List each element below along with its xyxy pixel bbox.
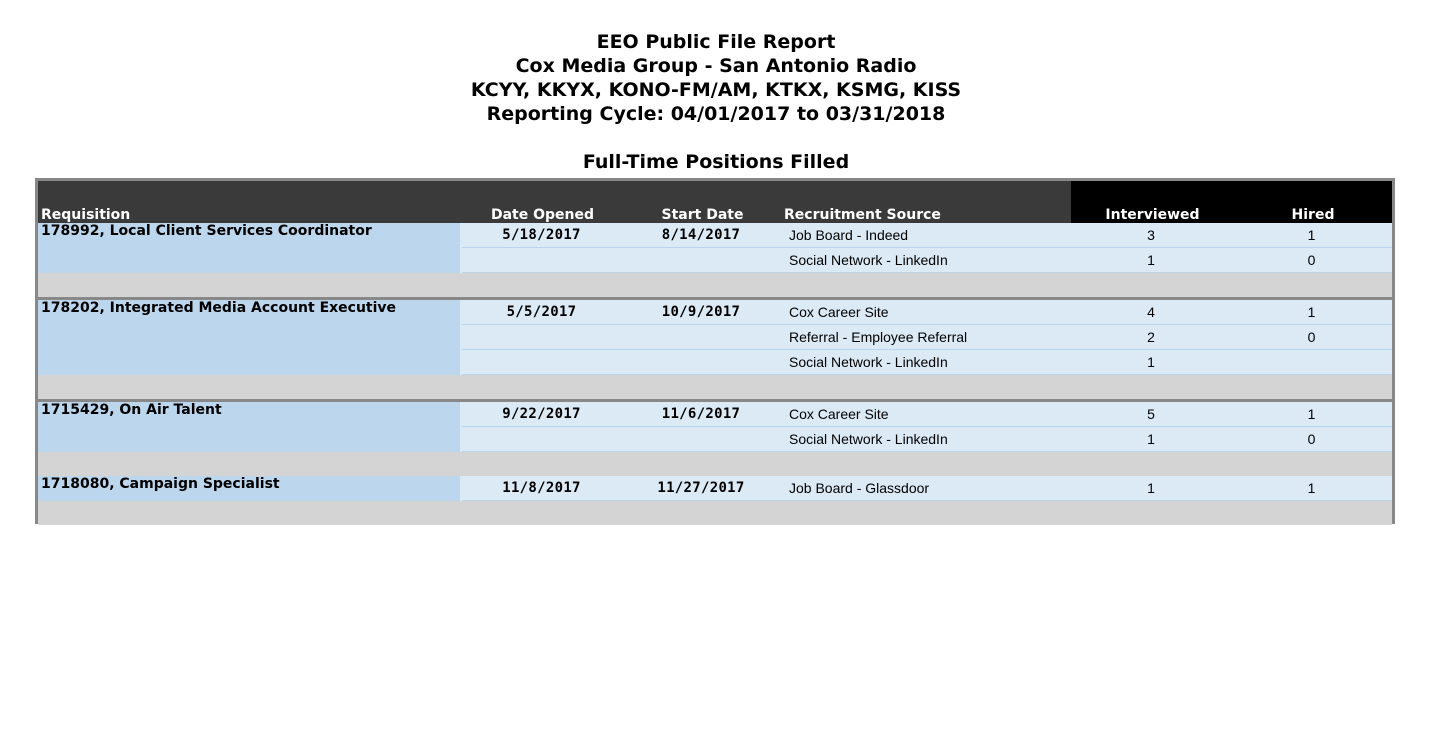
column-header-start-date: Start Date (621, 181, 781, 223)
interviewed-cell: 1 (1071, 350, 1231, 375)
interviewed-cell: 2 (1071, 325, 1231, 350)
requisition-cell: 1715429, On Air Talent (38, 401, 461, 452)
requisition-cell: 1718080, Campaign Specialist (38, 476, 461, 501)
requisition-cell: 178992, Local Client Services Coordinator (38, 223, 461, 273)
start-date-cell: 8/14/2017 (621, 223, 781, 248)
interviewed-cell: 1 (1071, 248, 1231, 273)
hired-cell: 1 (1231, 223, 1392, 248)
date-opened-cell: 5/5/2017 (461, 299, 621, 325)
recruitment-source-cell: Job Board - Indeed (781, 223, 1071, 248)
recruitment-source-cell: Referral - Employee Referral (781, 325, 1071, 350)
interviewed-cell: 1 (1071, 476, 1231, 501)
table-row (38, 223, 1392, 248)
date-opened-cell (461, 427, 621, 452)
requisition-cell: 178202, Integrated Media Account Executive (38, 299, 461, 375)
column-header-interviewed: Interviewed (1071, 181, 1231, 223)
column-header-requisition: Requisition (38, 181, 461, 223)
recruitment-source-cell: Social Network - LinkedIn (781, 350, 1071, 375)
reporting-cycle: Reporting Cycle: 04/01/2017 to 03/31/2018 (486, 103, 946, 125)
hired-cell: 1 (1231, 299, 1392, 325)
column-header-hired: Hired (1231, 181, 1392, 223)
hired-cell: 0 (1231, 325, 1392, 350)
table-row (38, 299, 1392, 325)
start-date-cell: 11/6/2017 (621, 401, 781, 427)
hired-cell: 1 (1231, 476, 1392, 501)
hired-cell: 1 (1231, 401, 1392, 427)
start-date-cell: 10/9/2017 (621, 299, 781, 325)
date-opened-cell (461, 325, 621, 350)
hired-cell (1231, 350, 1392, 375)
recruitment-source-cell: Job Board - Glassdoor (781, 476, 1071, 501)
interviewed-cell: 1 (1071, 427, 1231, 452)
station-list: KCYY, KKYX, KONO-FM/AM, KTKX, KSMG, KISS (470, 79, 962, 101)
start-date-cell (621, 248, 781, 273)
column-header-recruitment-source: Recruitment Source (781, 181, 1071, 223)
hired-cell: 0 (1231, 248, 1392, 273)
recruitment-source-cell: Social Network - LinkedIn (781, 427, 1071, 452)
hired-cell: 0 (1231, 427, 1392, 452)
report-header (0, 30, 1432, 126)
report-title: EEO Public File Report (596, 31, 836, 53)
recruitment-source-cell: Cox Career Site (781, 299, 1071, 325)
date-opened-cell: 5/18/2017 (461, 223, 621, 248)
recruitment-source-cell: Cox Career Site (781, 401, 1071, 427)
interviewed-cell: 3 (1071, 223, 1231, 248)
recruitment-source-cell: Social Network - LinkedIn (781, 248, 1071, 273)
company-name: Cox Media Group - San Antonio Radio (515, 55, 917, 77)
group-spacer-row (38, 501, 1392, 526)
date-opened-cell (461, 248, 621, 273)
date-opened-cell: 11/8/2017 (461, 476, 621, 501)
start-date-cell (621, 427, 781, 452)
table-row (38, 476, 1392, 501)
start-date-cell: 11/27/2017 (621, 476, 781, 501)
positions-body (38, 223, 1392, 525)
interviewed-cell: 5 (1071, 401, 1231, 427)
positions-table (38, 181, 1392, 525)
column-header-date-opened: Date Opened (461, 181, 621, 223)
table-row (38, 401, 1392, 427)
start-date-cell (621, 350, 781, 375)
interviewed-cell: 4 (1071, 299, 1231, 325)
positions-report (35, 178, 1395, 524)
group-spacer-row (38, 452, 1392, 477)
group-spacer-row (38, 375, 1392, 401)
table-header-row (38, 181, 1392, 223)
section-title: Full-Time Positions Filled (582, 151, 850, 173)
start-date-cell (621, 325, 781, 350)
date-opened-cell (461, 350, 621, 375)
date-opened-cell: 9/22/2017 (461, 401, 621, 427)
group-spacer-row (38, 273, 1392, 299)
